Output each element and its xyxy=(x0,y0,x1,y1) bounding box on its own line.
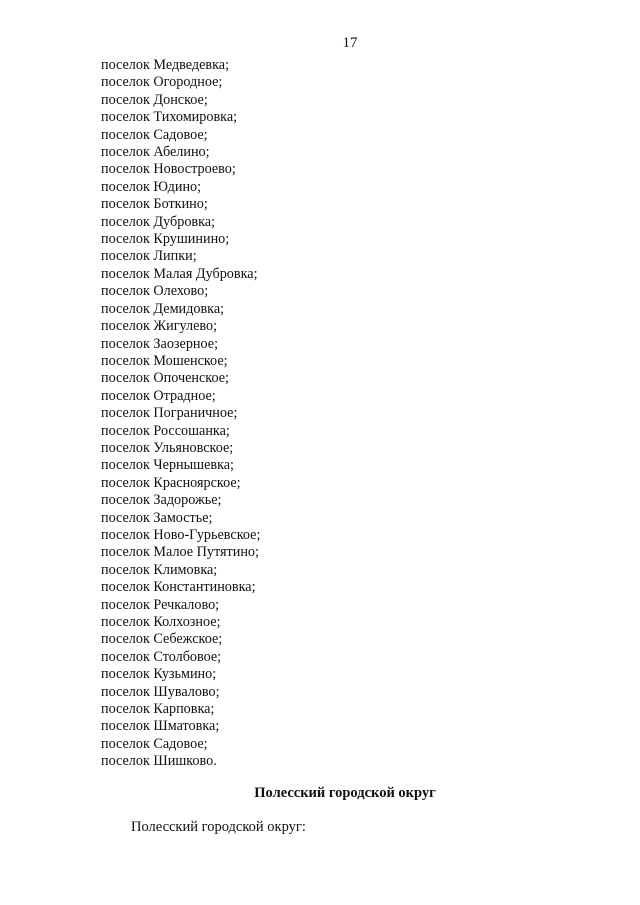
settlement-item: поселок Константиновка; xyxy=(101,579,256,596)
settlement-item: поселок Кузьмино; xyxy=(101,666,217,683)
settlement-item: поселок Медведевка; xyxy=(101,57,230,73)
settlement-item: поселок Новостроево; xyxy=(101,161,236,178)
settlement-item: поселок Опоченское; xyxy=(101,370,229,387)
settlement-item: поселок Ново-Гурьевское; xyxy=(101,526,261,543)
settlement-item: поселок Дубровка; xyxy=(101,213,216,230)
settlement-item: поселок Шматовка; xyxy=(101,718,220,735)
settlement-item: поселок Боткино; xyxy=(101,196,208,213)
settlement-item: поселок Садовое; xyxy=(101,126,208,143)
settlement-item: поселок Отрадное; xyxy=(101,387,216,404)
settlement-item: поселок Олехово; xyxy=(101,283,209,300)
settlement-item: поселок Красноярское; xyxy=(101,474,241,491)
settlement-item: поселок Заозерное; xyxy=(101,335,219,352)
settlement-item: поселок Тихомировка; xyxy=(101,109,238,126)
settlement-item: поселок Замостье; xyxy=(101,509,213,526)
settlement-item: поселок Чернышевка; xyxy=(101,457,234,474)
settlement-item: поселок Малое Путятино; xyxy=(101,544,259,561)
settlement-item: поселок Карповка; xyxy=(101,701,215,718)
settlement-list xyxy=(101,57,260,771)
settlement-item: поселок Абелино; xyxy=(101,144,210,161)
settlement-item: поселок Донское; xyxy=(101,91,208,108)
settlement-item: поселок Юдино; xyxy=(101,178,202,195)
settlement-item: поселок Ульяновское; xyxy=(101,439,234,456)
settlement-item: поселок Россошанка; xyxy=(101,422,230,439)
page-number: 17 xyxy=(342,35,358,51)
settlement-item: поселок Задорожье; xyxy=(101,492,222,509)
settlement-item: поселок Шишково. xyxy=(101,753,217,770)
settlement-item: поселок Колхозное; xyxy=(101,614,221,630)
settlement-item: поселок Пограничное; xyxy=(101,405,238,422)
settlement-item: поселок Столбовое; xyxy=(101,648,222,665)
settlement-item: поселок Речкалово; xyxy=(101,596,220,613)
settlement-item: поселок Жигулево; xyxy=(101,318,218,335)
section-intro: Полесский городской округ: xyxy=(131,819,306,835)
settlement-item: поселок Огородное; xyxy=(101,74,223,91)
settlement-item: поселок Себежское; xyxy=(101,631,223,648)
settlement-item: поселок Мошенское; xyxy=(101,352,228,369)
settlement-item: поселок Липки; xyxy=(101,248,197,265)
settlement-item: поселок Крушинино; xyxy=(101,231,230,248)
settlement-item: поселок Климовка; xyxy=(101,561,218,578)
settlement-item: поселок Шувалово; xyxy=(101,683,220,700)
settlement-item: поселок Садовое; xyxy=(101,735,208,752)
settlement-item: поселок Малая Дубровка; xyxy=(101,265,258,282)
settlement-item: поселок Демидовка; xyxy=(101,300,225,317)
section-heading: Полесский городской округ xyxy=(254,785,436,801)
